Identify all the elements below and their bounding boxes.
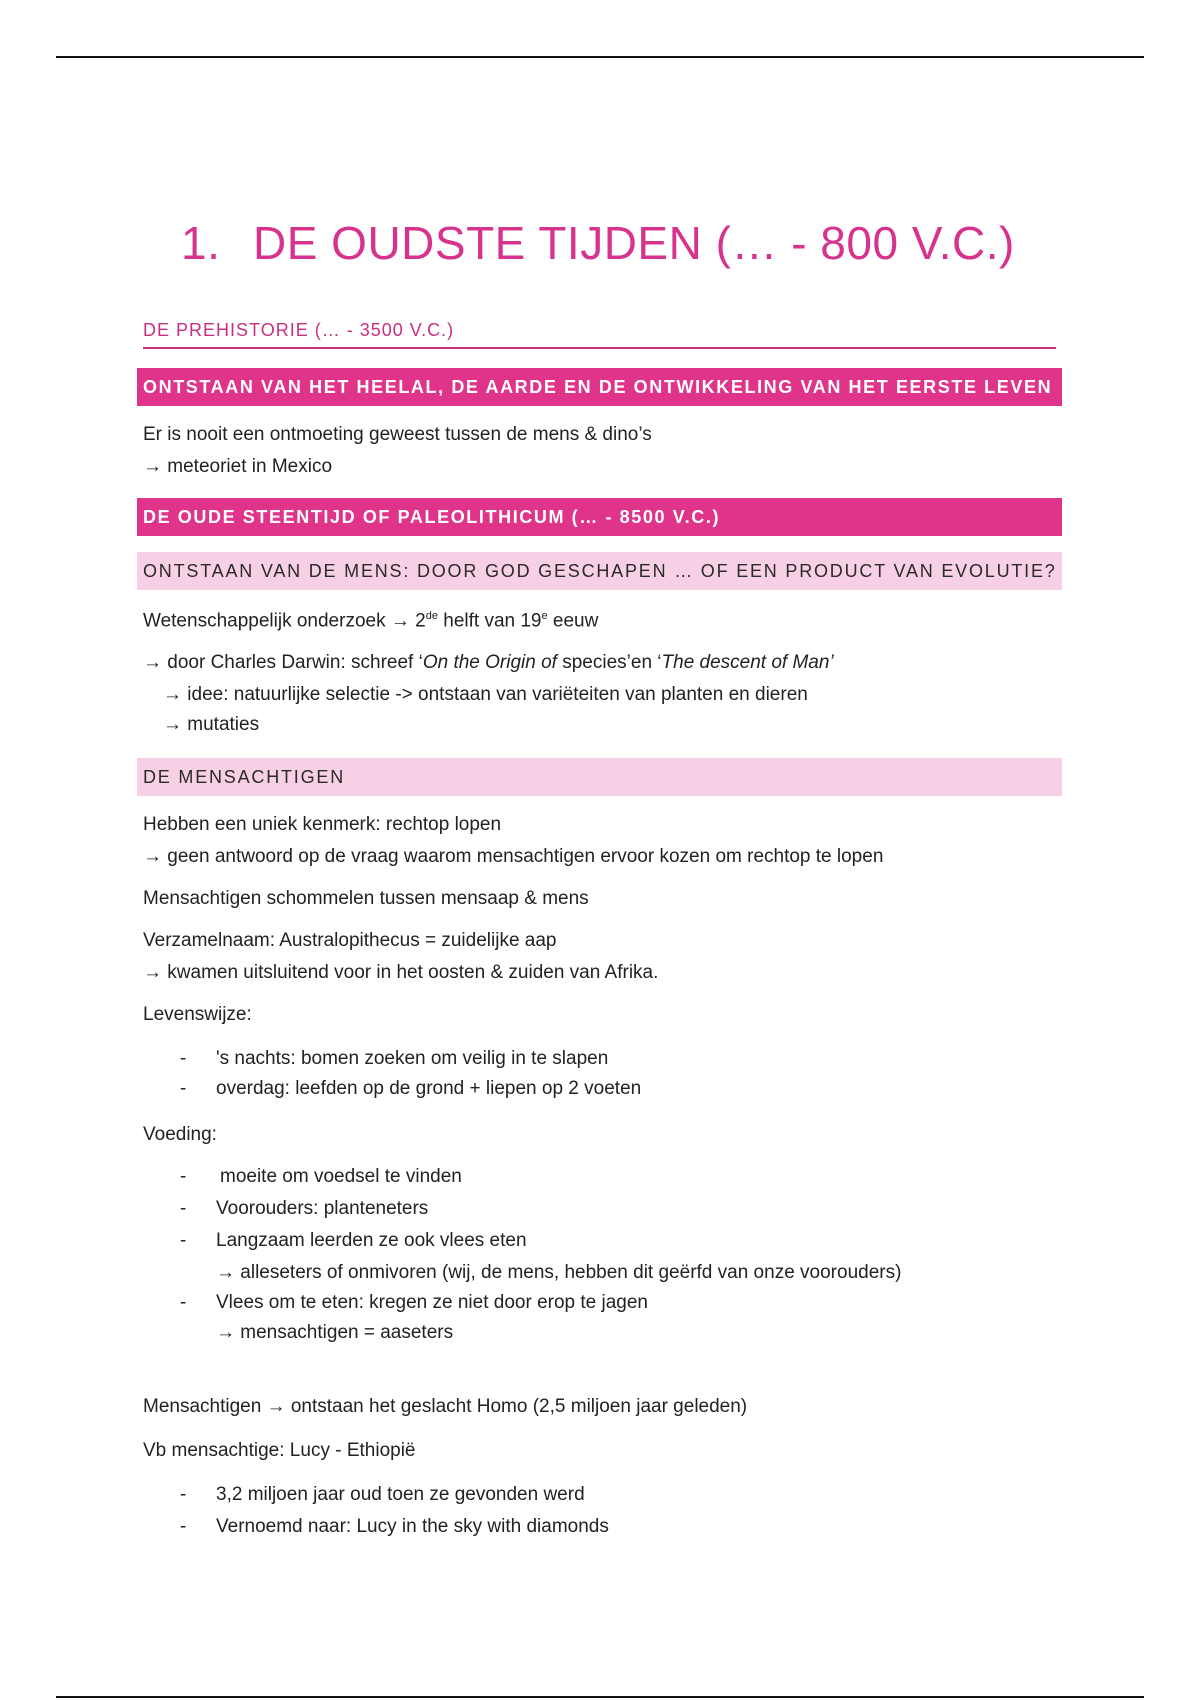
text-line: → meteoriet in Mexico: [143, 456, 333, 477]
text-line: → mutaties: [163, 714, 260, 735]
arrow-icon: →: [216, 1262, 235, 1283]
list-item: 's nachts: bomen zoeken om veilig in te slapen: [216, 1048, 609, 1069]
list-dash: -: [180, 1048, 187, 1069]
list-item: overdag: leefden op de grond + liepen op 2 voeten: [216, 1078, 642, 1099]
list-item: Langzaam leerden ze ook vlees eten: [216, 1230, 527, 1251]
text-line: Vb mensachtige: Lucy - Ethiopië: [143, 1440, 416, 1461]
text-line: Hebben een uniek kenmerk: rechtop lopen: [143, 814, 502, 835]
list-dash: -: [180, 1198, 187, 1219]
section-heading-heelal: ONTSTAAN VAN HET HEELAL, DE AARDE EN DE ONTWIKKELING VAN HET EERSTE LEVEN: [137, 368, 1062, 406]
text-line: Levenswijze:: [143, 1004, 252, 1025]
section-heading-ontstaan-mens: ONTSTAAN VAN DE MENS: DOOR GOD GESCHAPEN … OF EEN PRODUCT VAN EVOLUTIE?: [137, 552, 1062, 590]
arrow-icon: →: [266, 1396, 286, 1417]
text-line: Mensachtigen schommelen tussen mensaap & mens: [143, 888, 589, 909]
list-item: Vlees om te eten: kregen ze niet door erop te jagen: [216, 1292, 648, 1313]
text-line: Mensachtigen → ontstaan het geslacht Homo (2,5 miljoen jaar geleden): [143, 1396, 748, 1417]
arrow-icon: →: [143, 962, 162, 983]
arrow-icon: →: [163, 684, 182, 705]
list-item: Vernoemd naar: Lucy in the sky with diamonds: [216, 1516, 609, 1537]
arrow-icon: →: [143, 652, 162, 673]
text-line: Wetenschappelijk onderzoek → 2de helft van 19e eeuw: [143, 610, 599, 632]
text-line: Voeding:: [143, 1124, 217, 1145]
subheading: DE PREHISTORIE (… - 3500 V.C.): [143, 320, 1056, 349]
section-heading-mensachtigen: DE MENSACHTIGEN: [137, 758, 1062, 796]
arrow-icon: →: [216, 1322, 235, 1343]
list-dash: -: [180, 1230, 187, 1251]
text-line: → kwamen uitsluitend voor in het oosten & zuiden van Afrika.: [143, 962, 659, 983]
arrow-icon: →: [390, 610, 410, 632]
bottom-rule: [56, 1696, 1144, 1698]
section-heading-paleolithicum: DE OUDE STEENTIJD OF PALEOLITHICUM (… - 8500 V.C.): [137, 498, 1062, 536]
list-item: 3,2 miljoen jaar oud toen ze gevonden werd: [216, 1484, 585, 1505]
text-line: Verzamelnaam: Australopithecus = zuidelijke aap: [143, 930, 557, 951]
title-text: DE OUDSTE TIJDEN (… - 800 V.C.): [253, 217, 1015, 269]
list-item: → alleseters of onmivoren (wij, de mens, hebben dit geërfd van onze voorouders): [216, 1262, 902, 1283]
text-line: → geen antwoord op de vraag waarom mensachtigen ervoor kozen om rechtop te lopen: [143, 846, 884, 867]
list-dash: -: [180, 1292, 187, 1313]
text-line: → door Charles Darwin: schreef ‘On the Origin of species’en ‘The descent of Man’: [143, 652, 834, 673]
list-dash: -: [180, 1166, 187, 1187]
top-rule: [56, 56, 1144, 58]
text-line: Er is nooit een ontmoeting geweest tussen de mens & dino’s: [143, 424, 652, 445]
list-item: moeite om voedsel te vinden: [220, 1166, 462, 1187]
list-dash: -: [180, 1516, 187, 1537]
list-dash: -: [180, 1484, 187, 1505]
list-dash: -: [180, 1078, 187, 1099]
arrow-icon: →: [163, 714, 182, 735]
title-number: 1.: [181, 217, 221, 269]
list-item: → mensachtigen = aaseters: [216, 1322, 454, 1343]
arrow-icon: →: [143, 456, 162, 477]
list-item: Voorouders: planteneters: [216, 1198, 429, 1219]
page-title: [181, 216, 1015, 270]
text-line: → idee: natuurlijke selectie -> ontstaan van variëteiten van planten en dieren: [163, 684, 808, 705]
arrow-icon: →: [143, 846, 162, 867]
